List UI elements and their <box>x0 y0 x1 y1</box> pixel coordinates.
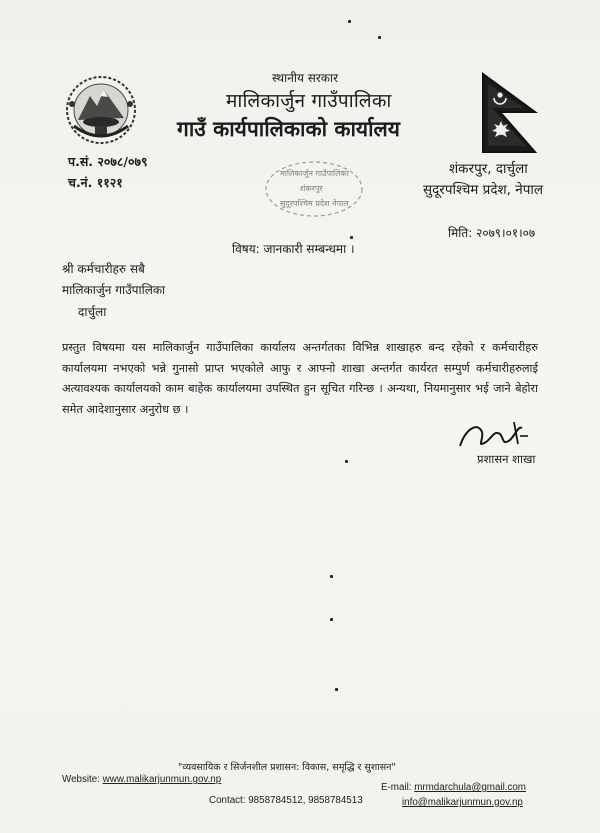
email-link-primary[interactable]: mrmdarchula@gmail.com <box>414 782 526 793</box>
stamp-line-1: मालिकार्जुन गाउँपालिका <box>280 169 349 178</box>
letter-body: प्रस्तुत विषयमा यस मालिकार्जुन गाउँपालिका कार्यालय अन्तर्गतका विभिन्न शाखाहरु बन्द रहेको र कर्मचारीहरु कार्यालयमा नभएको भन्ने गुनासो प्राप्त भएकोले आफु र आफ्नो शाखा अन्तर्गत कार्यरत सम्पुर्ण कर्मचारीहरुलाई अत्यावश्यक कार्यालयको काम बाहेक कार्यालयमा उपस्थित हुन सूचित गरिन्छ । अन्यथा, नियमानुसार भई जाने बेहोरा समेत आदेशानुसार अनुरोध छ । <box>62 341 538 416</box>
website-link[interactable]: www.malikarjunmun.gov.np <box>102 774 222 785</box>
footer-motto: "व्यवसायिक र सिर्जनशील प्रशासन: विकास, समृद्धि र सुशासन" <box>178 762 396 773</box>
signature-mark <box>456 418 536 454</box>
website-label: Website: <box>62 774 100 785</box>
letter-date: मिति: २०७९।०१।०७ <box>448 226 536 240</box>
signature-label: प्रशासन शाखा <box>477 452 536 466</box>
letter-subject: विषय: जानकारी सम्बन्धमा । <box>232 242 355 256</box>
recipient-line-1: श्री कर्मचारीहरु सबै <box>62 262 145 276</box>
scan-speck <box>378 36 381 39</box>
letter-number: प.सं. २०७८/०७९ <box>68 154 148 169</box>
scan-speck <box>350 236 353 239</box>
email-link-secondary[interactable]: info@malikarjunmun.gov.np <box>402 797 523 808</box>
contact-numbers: 9858784512, 9858784513 <box>248 795 363 806</box>
office-name: गाउँ कार्यपालिकाको कार्यालय <box>177 117 400 141</box>
email-label: E-mail: <box>381 782 412 793</box>
scan-speck <box>330 575 333 578</box>
nepal-government-emblem <box>64 74 138 146</box>
footer-email-primary <box>381 782 526 793</box>
scan-speck <box>335 688 338 691</box>
recipient-line-3: दार्चुला <box>78 305 107 319</box>
government-level: स्थानीय सरकार <box>272 71 338 85</box>
scan-speck <box>348 20 351 23</box>
office-stamp <box>262 158 366 220</box>
municipality-name: मालिकार्जुन गाउँपालिका <box>226 90 392 112</box>
contact-label: Contact: <box>209 795 246 806</box>
scan-speck <box>345 460 348 463</box>
nepal-flag <box>480 72 538 154</box>
province-name: सुदूरपश्चिम प्रदेश, नेपाल <box>423 182 544 198</box>
stamp-line-2: शंकरपुर <box>300 184 323 193</box>
footer-website <box>62 774 221 785</box>
office-place: शंकरपुर, दार्चुला <box>449 161 528 177</box>
scan-speck <box>330 618 333 621</box>
dispatch-number: च.नं. ११२१ <box>68 175 123 190</box>
footer-contact <box>209 795 363 806</box>
stamp-line-3: सुदूरपश्चिम प्रदेश नेपाल <box>280 199 349 208</box>
recipient-line-2: मालिकार्जुन गाउँपालिका <box>62 283 166 297</box>
